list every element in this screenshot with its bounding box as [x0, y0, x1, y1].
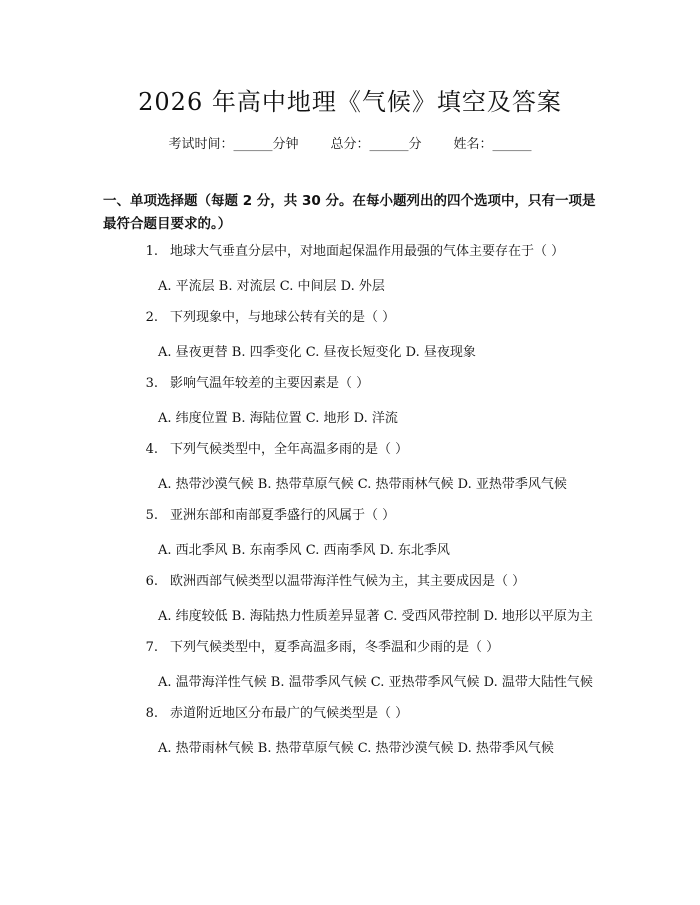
question-number: 1. — [145, 244, 158, 259]
question-stem: 欧洲西部气候类型以温带海洋性气候为主，其主要成因是（ ） — [170, 574, 526, 589]
question-options: A. 热带沙漠气候 B. 热带草原气候 C. 热带雨林气候 D. 亚热带季风气候 — [158, 477, 567, 492]
question-item — [103, 374, 593, 430]
question-options: A. 纬度较低 B. 海陆热力性质差异显著 C. 受西风带控制 D. 地形以平原为主 — [158, 609, 593, 624]
question-number: 4. — [145, 442, 158, 457]
exam-info — [0, 133, 700, 152]
question-number: 2. — [145, 310, 158, 325]
question-number: 3. — [145, 376, 158, 391]
question-options: A. 西北季风 B. 东南季风 C. 西南季风 D. 东北季风 — [158, 543, 450, 558]
question-stem: 下列气候类型中，全年高温多雨的是（ ） — [170, 442, 409, 457]
section-heading: 一、单项选择题（每题 2 分，共 30 分。在每小题列出的四个选项中，只有一项是最符合题目要求的。） — [103, 193, 596, 232]
question-item — [103, 242, 593, 298]
page-title: 2026 年高中地理《气候》填空及答案 — [138, 88, 562, 116]
question-item — [103, 572, 593, 628]
question-list — [103, 242, 593, 770]
question-item — [103, 440, 593, 496]
exam-name: 姓名：______ — [453, 137, 532, 152]
question-stem: 下列气候类型中，夏季高温多雨，冬季温和少雨的是（ ） — [170, 640, 500, 655]
question-options: A. 热带雨林气候 B. 热带草原气候 C. 热带沙漠气候 D. 热带季风气候 — [158, 741, 554, 756]
question-number: 6. — [145, 574, 158, 589]
question-item — [103, 638, 593, 694]
question-stem: 赤道附近地区分布最广的气候类型是（ ） — [170, 706, 409, 721]
question-stem: 下列现象中，与地球公转有关的是（ ） — [170, 310, 396, 325]
question-number: 8. — [145, 706, 158, 721]
question-stem: 亚洲东部和南部夏季盛行的风属于（ ） — [170, 508, 396, 523]
question-options: A. 温带海洋性气候 B. 温带季风气候 C. 亚热带季风气候 D. 温带大陆性气候 — [158, 675, 593, 690]
question-item — [103, 704, 593, 760]
question-number: 7. — [145, 640, 158, 655]
question-stem: 影响气温年较差的主要因素是（ ） — [170, 376, 370, 391]
question-number: 5. — [145, 508, 158, 523]
question-options: A. 平流层 B. 对流层 C. 中间层 D. 外层 — [158, 279, 385, 294]
question-options: A. 纬度位置 B. 海陆位置 C. 地形 D. 洋流 — [158, 411, 398, 426]
question-item — [103, 308, 593, 364]
question-stem: 地球大气垂直分层中，对地面起保温作用最强的气体主要存在于（ ） — [170, 244, 565, 259]
question-item — [103, 506, 593, 562]
question-options: A. 昼夜更替 B. 四季变化 C. 昼夜长短变化 D. 昼夜现象 — [158, 345, 476, 360]
exam-time: 考试时间：______分钟 — [168, 137, 299, 152]
exam-score: 总分：______分 — [330, 137, 422, 152]
